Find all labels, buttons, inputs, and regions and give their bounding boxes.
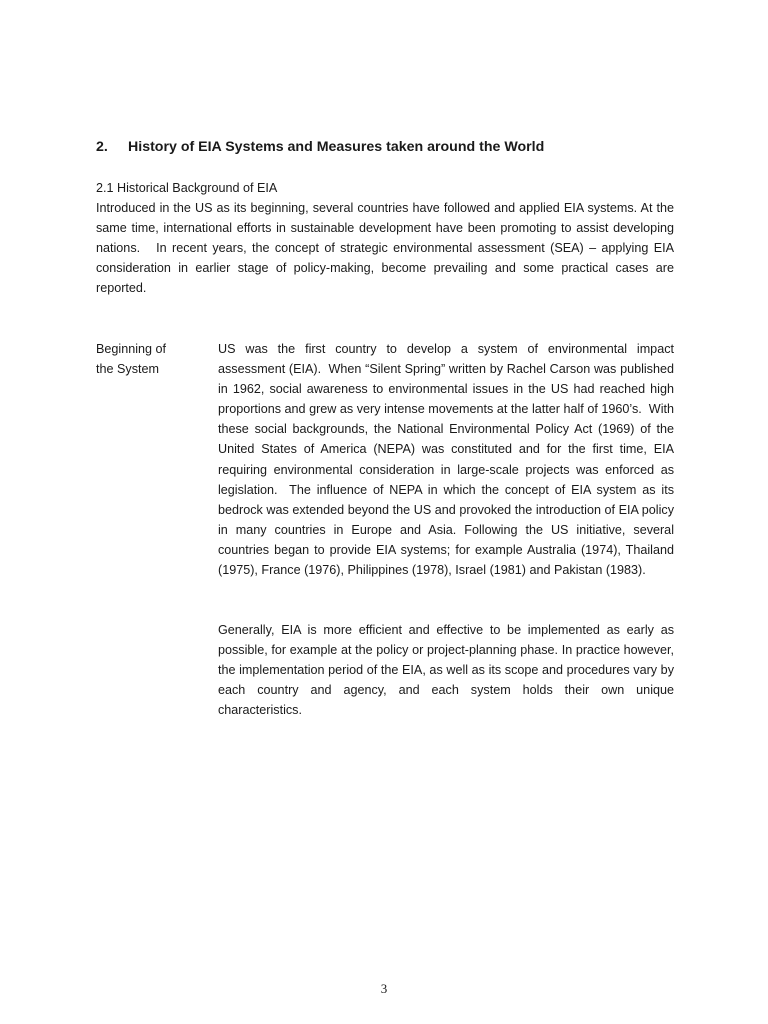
page-number: 3 <box>380 981 388 996</box>
body-paragraph-1: US was the first country to develop a system of environmental impact assessment (EIA). When “Silent Spring” written by Rachel Carson was published in 1962, social awareness to environmental issues in the US had reached high proportions and grew as very intense movements at the latter half of 1960’s. With these social backgrounds, the National Environmental Policy Act (1969) of the United States of America (NEPA) was constituted and for the first time, EIA requiring environmental consideration in large-scale projects was enforced as legislation. The influence of NEPA in which the concept of EIA system as its bedrock was extended beyond the US and provoked the introduction of EIA policy in many countries in Europe and Asia. Following the US initiative, several countries began to provide EIA systems; for example Australia (1974), Thailand (1975), France (1976), Philippines (1978), Israel (1981) and Pakistan (1983). <box>218 342 674 578</box>
body-paragraph-2: Generally, EIA is more efficient and effective to be implemented as early as possible, for example at the policy or project-planning phase. In practice however, the implementation period of the EIA, as well as its scope and procedures vary by each country and agency, and each system holds their own unique characteristics. <box>218 623 674 718</box>
margin-label-line-2: the System <box>96 362 159 377</box>
chapter-number: 2. <box>96 139 108 155</box>
chapter-title: History of EIA Systems and Measures taken around the World <box>128 139 545 155</box>
chapter-heading <box>96 137 696 157</box>
intro-paragraph: Introduced in the US as its beginning, several countries have followed and applied EIA systems. At the same time, international efforts in sustainable development have been promoting to assist developing nations. In recent years, the concept of strategic environmental assessment (SEA) – applying EIA consideration in earlier stage of policy-making, become prevailing and some practical cases are reported. <box>96 201 674 296</box>
margin-label <box>96 339 206 379</box>
margin-label-line-1: Beginning of <box>96 342 167 356</box>
section-heading: 2.1 Historical Background of EIA <box>96 181 278 195</box>
